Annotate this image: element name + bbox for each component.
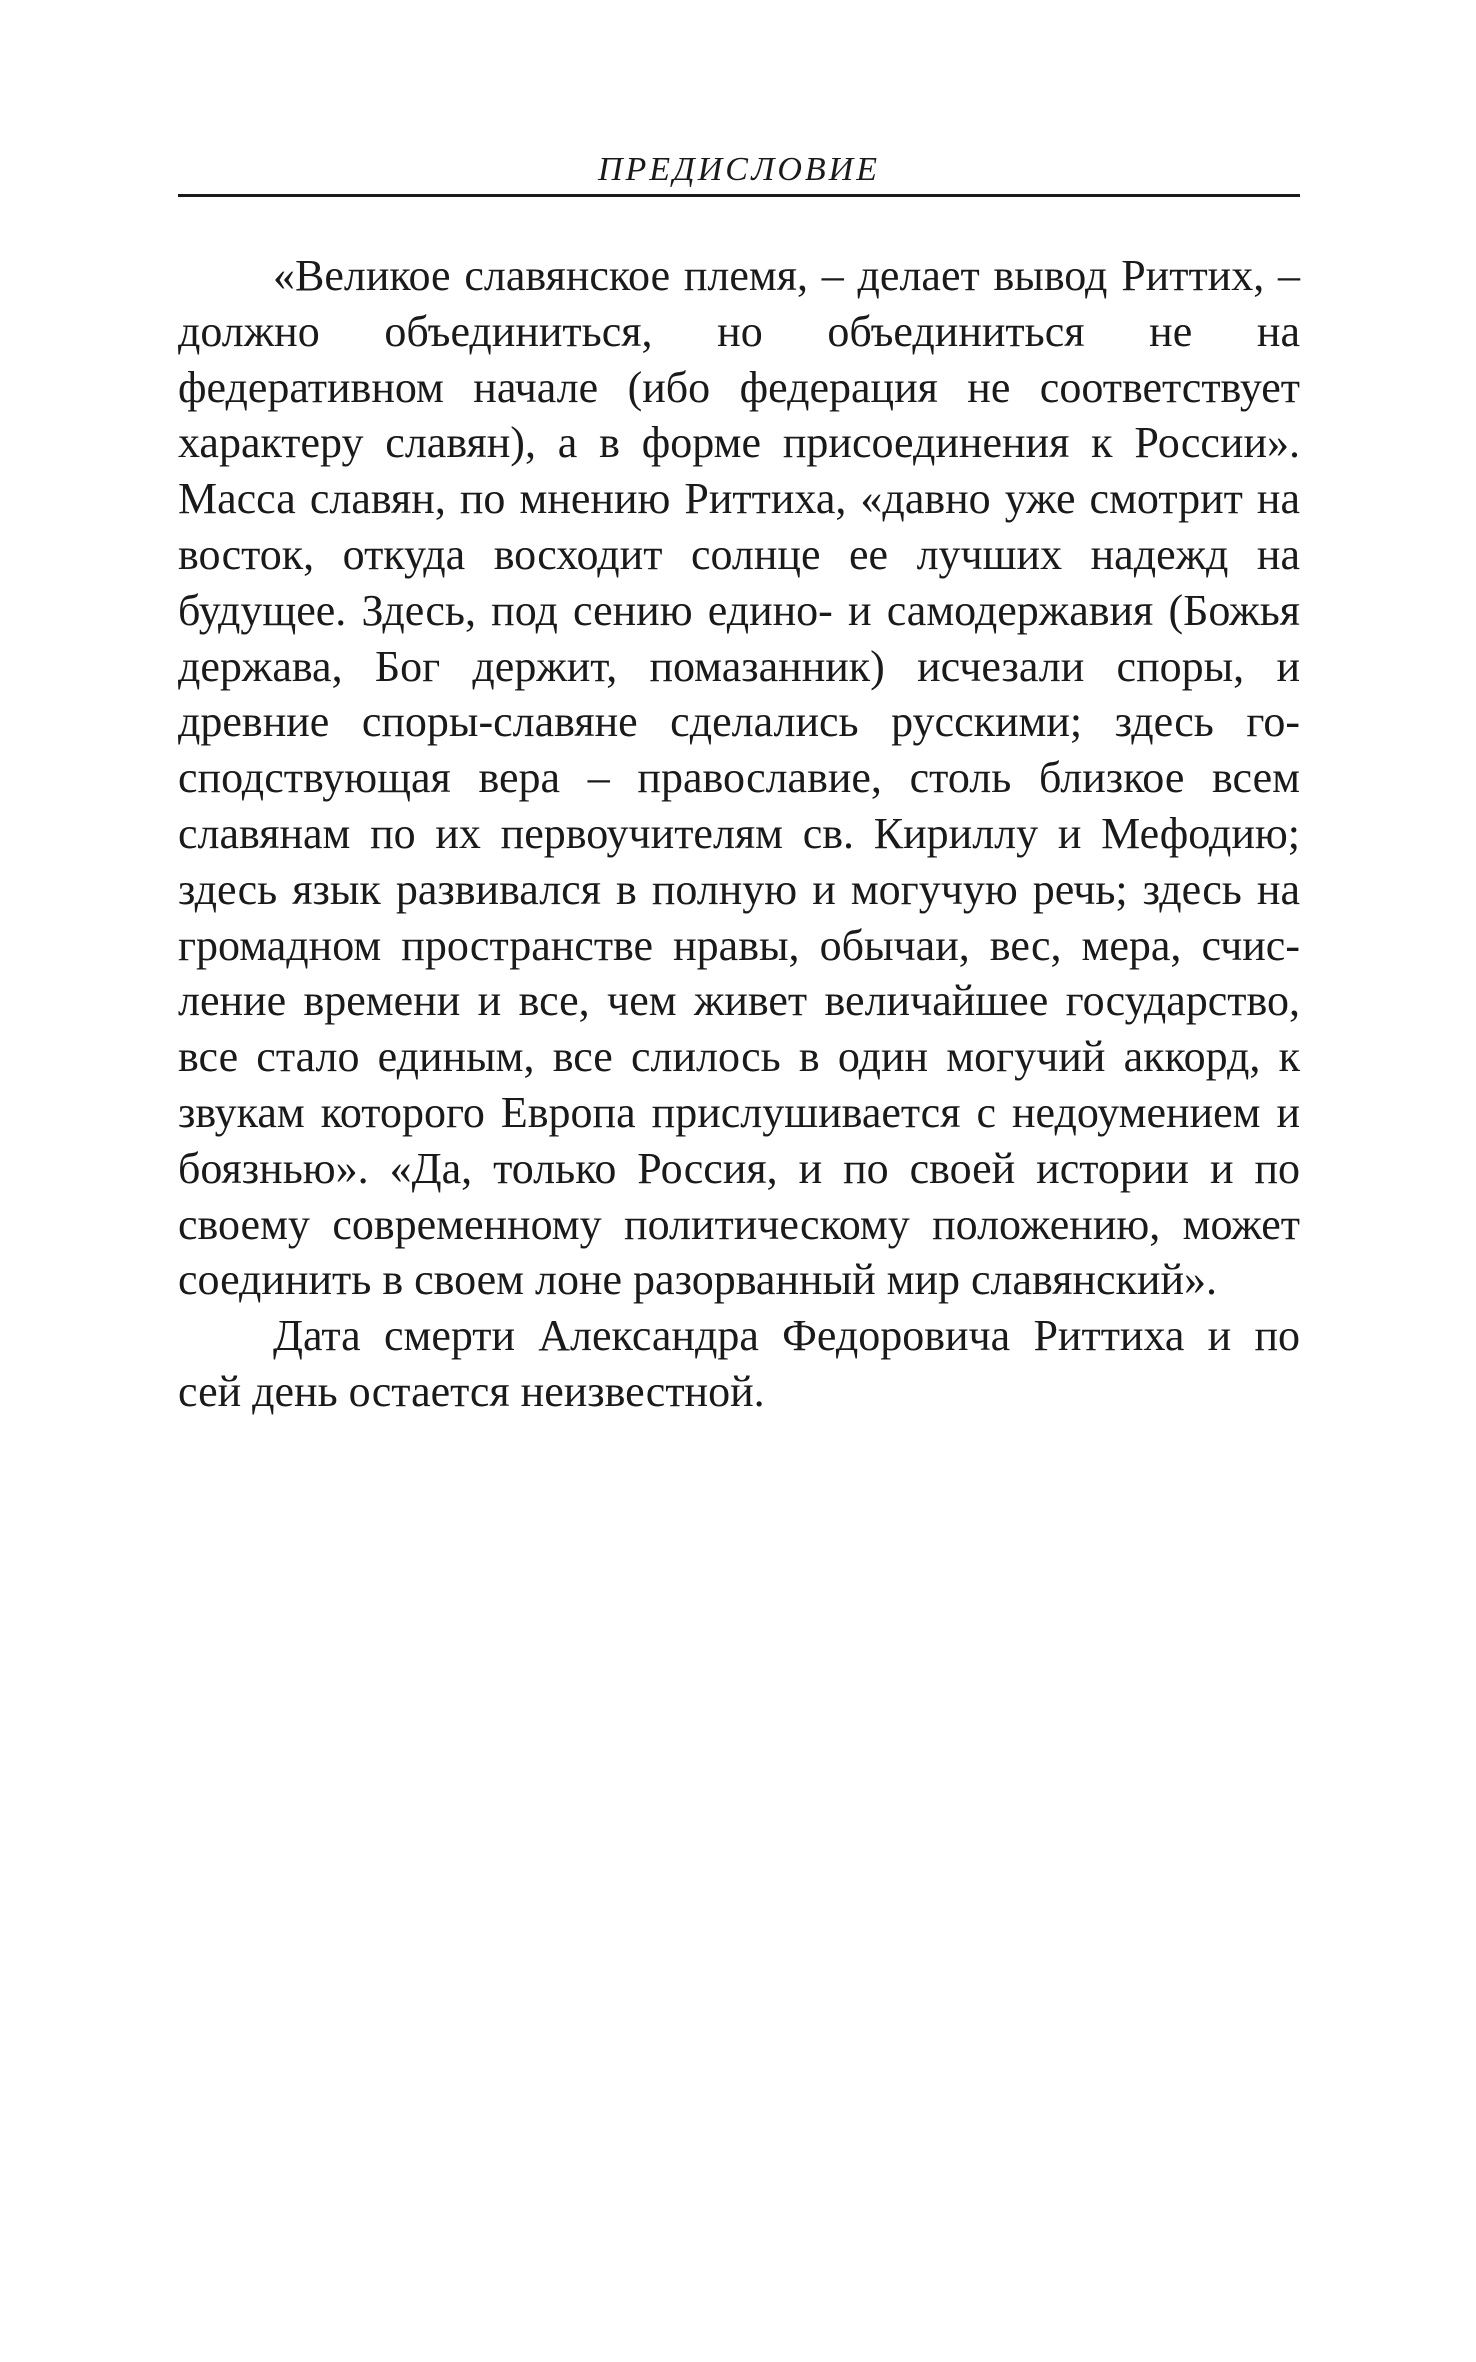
paragraph-death-date: Дата смерти Александра Федоровича Риттиха и по сей день остается неизвестной. [178, 1311, 1300, 1416]
paragraph-quote: «Великое славянское племя, – делает вывод Риттих, – должно объединиться, но объединиться не на федеративном начале (ибо федерация не соответствует характеру славян), а в форме присоединения к России». Масса славян, по мнению Риттиха, «давно уже смотрит на восток, откуда восходит солнце ее лучших надежд на будущее. Здесь, под сению едино- и самодержавия (Божья держава, Бог держит, помазанник) исчезали споры, и древние споры-славяне сделались русскими; здесь господствующая вера – православие, столь близкое всем славянам по их первоучителям св. Кириллу и Мефодию; здесь язык развивался в полную и могучую речь; здесь на громадном пространстве нравы, обычаи, вес, мера, счисление времени и все, чем живет величайшее государство, все стало единым, все слилось в один могучий аккорд, к звукам которого Европа прислушивается с недоумением и боязнью». «Да, только Россия, и по своей истории и по своему современному политическому положению, может соединить в своем лоне разорванный мир славянский». [178, 251, 1300, 1305]
header-rule [178, 194, 1300, 197]
body-text [178, 248, 1300, 1420]
running-head-title: ПРЕДИСЛОВИЕ [597, 151, 881, 188]
